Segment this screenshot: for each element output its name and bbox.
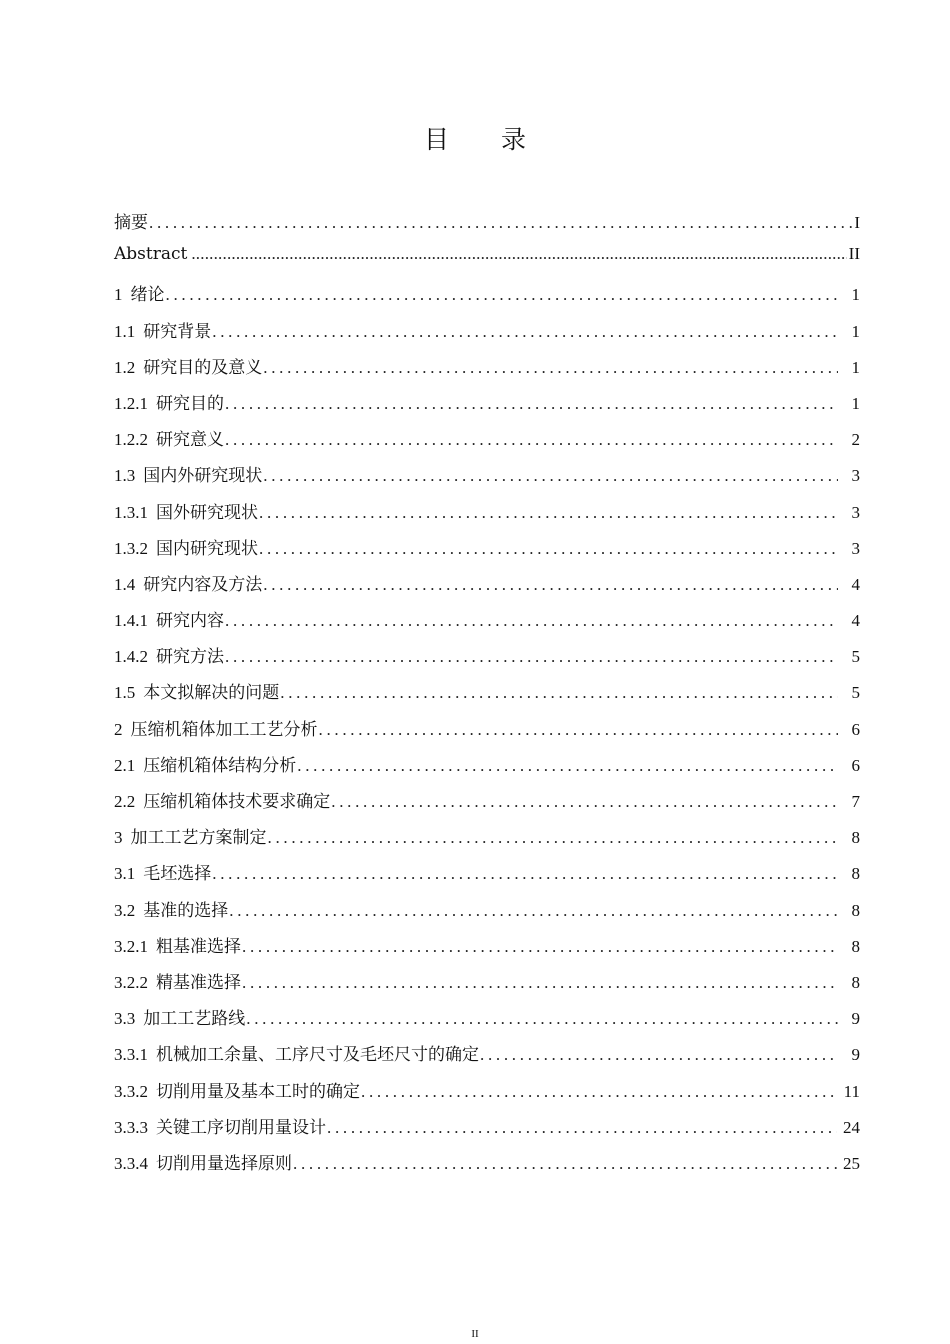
toc-entry-number: 3.3.2: [114, 1081, 148, 1101]
toc-entry-number: 3.3: [114, 1009, 136, 1029]
toc-entry-page: 8: [851, 828, 860, 848]
toc-entry-label: 粗基准选择: [156, 936, 241, 957]
dot-leader: [212, 864, 838, 884]
dot-leader: [268, 828, 839, 848]
toc-entry-page: 3: [851, 538, 860, 558]
toc-entry-page: 5: [851, 683, 860, 703]
toc-entry[interactable]: [114, 787, 860, 823]
toc-entry-number: 1.3.1: [114, 502, 148, 522]
toc-entry-label: 国内研究现状: [156, 538, 258, 559]
page-title: 目 录: [424, 125, 548, 154]
toc-entry-label: 加工工艺方案制定: [130, 828, 267, 849]
toc-entry[interactable]: [114, 896, 860, 932]
toc-entry-page: 7: [851, 792, 860, 811]
dot-leader: [480, 1045, 838, 1065]
toc-entry-number: 1.5: [114, 683, 136, 703]
toc-entry-label: 研究内容及方法: [143, 574, 263, 595]
toc-entry-number: 3: [114, 828, 123, 848]
toc-entry-number: 3.3.3: [114, 1117, 148, 1137]
toc-entry-page: 6: [851, 755, 860, 775]
dot-leader: [263, 575, 838, 595]
toc-entry-number: 3.1: [114, 864, 136, 884]
toc-entry-page: 4: [851, 574, 860, 594]
toc-entry-label: 机械加工余量、工序尺寸及毛坯尺寸的确定: [156, 1045, 479, 1066]
dot-leader: [242, 937, 838, 957]
toc-entry-abstract-en[interactable]: [114, 244, 860, 280]
dot-leader: [263, 358, 838, 378]
toc-entry-label: 研究背景: [143, 321, 212, 342]
toc-entry-number: 1.2.1: [114, 393, 148, 413]
toc-entry-label: 绪论: [130, 285, 165, 306]
dot-leader: [319, 720, 839, 740]
toc-entry[interactable]: [114, 353, 860, 389]
toc-entry-label: Abstract: [114, 244, 188, 265]
toc-entry-page: 5: [851, 647, 860, 667]
toc-entry-number: 1.2.2: [114, 430, 148, 450]
dot-leader: [229, 901, 838, 921]
toc-entry-number: 1.1: [114, 321, 136, 341]
toc-entry[interactable]: [114, 1149, 860, 1185]
toc-entry-label: 国内外研究现状: [143, 466, 263, 487]
dot-leader: [246, 1009, 838, 1029]
toc-entry[interactable]: [114, 1004, 860, 1040]
toc-entry[interactable]: [114, 1077, 860, 1113]
toc-entry-number: 1.4: [114, 574, 136, 594]
toc-entry-label: 基准的选择: [143, 900, 229, 921]
toc-entry-label: 关键工序切削用量设计: [156, 1117, 326, 1138]
toc-entry[interactable]: [114, 317, 860, 353]
toc-entry[interactable]: [114, 425, 860, 461]
toc-entry[interactable]: [114, 1113, 860, 1149]
toc-entry-number: 3.3.4: [114, 1153, 148, 1173]
dot-leader: [225, 611, 838, 631]
toc-entry-label: 切削用量及基本工时的确定: [156, 1081, 360, 1102]
dot-leader: [166, 285, 839, 305]
toc-entry-page: 1: [851, 393, 860, 413]
toc-entry-page: 4: [851, 611, 860, 631]
toc-entry[interactable]: [114, 534, 860, 570]
toc-entry[interactable]: [114, 389, 860, 425]
toc-entry-label: 研究目的及意义: [143, 357, 263, 378]
dot-leader: [242, 973, 838, 993]
toc-entry-page: 1: [851, 357, 860, 377]
dot-leader: [212, 322, 838, 342]
toc-entry-page: 8: [851, 864, 860, 884]
dot-leader: [259, 539, 838, 559]
dot-leader: [361, 1082, 838, 1102]
toc-entry-label: 国外研究现状: [156, 502, 258, 523]
toc-entry-number: 2.2: [114, 792, 136, 811]
dot-leader: [225, 647, 838, 667]
toc-entry-number: 3.2: [114, 900, 136, 920]
toc-entry-number: 1.2: [114, 357, 136, 377]
toc-entry-page: II: [848, 244, 860, 264]
table-of-contents: [114, 208, 860, 1185]
toc-entry-number: 1.3: [114, 466, 136, 486]
toc-entry-label: 摘要: [114, 213, 148, 233]
toc-entry-number: 3.2.1: [114, 936, 148, 956]
toc-entry-page: 9: [851, 1009, 860, 1029]
toc-entry-number: 2: [114, 719, 123, 739]
toc-entry-page: 8: [851, 972, 860, 992]
footer-page-number: II: [471, 1328, 479, 1340]
toc-entry-label: 压缩机箱体加工工艺分析: [130, 719, 318, 740]
toc-entry-page: I: [854, 213, 860, 232]
toc-entry[interactable]: [114, 678, 860, 714]
toc-entry[interactable]: [114, 751, 860, 787]
dot-leader: [327, 1118, 837, 1138]
toc-entry-label: 研究内容: [156, 611, 224, 632]
toc-entry-label: 研究目的: [156, 393, 224, 414]
dot-leader: [225, 430, 838, 450]
toc-entry-page: 6: [851, 719, 860, 739]
toc-entry-label: 切削用量选择原则: [156, 1153, 292, 1174]
toc-entry-number: 3.2.2: [114, 972, 148, 992]
toc-entry-number: 2.1: [114, 755, 136, 775]
toc-entry-page: 2: [851, 430, 860, 450]
toc-entry[interactable]: [114, 498, 860, 534]
toc-entry-page: 9: [851, 1045, 860, 1065]
dot-leader: [331, 792, 838, 812]
toc-entry[interactable]: [114, 859, 860, 895]
dot-leader: [191, 244, 846, 264]
toc-entry-number: 1.3.2: [114, 538, 148, 558]
toc-entry-page: 3: [851, 502, 860, 522]
toc-entry[interactable]: [114, 932, 860, 968]
toc-entry[interactable]: [114, 1040, 860, 1076]
toc-entry-label: 本文拟解决的问题: [143, 683, 280, 704]
toc-entry-label: 压缩机箱体结构分析: [143, 755, 297, 776]
dot-leader: [280, 683, 838, 703]
toc-entry-label: 精基准选择: [156, 972, 241, 993]
toc-entry-number: 1: [114, 285, 123, 305]
toc-entry-page: 1: [851, 285, 860, 305]
toc-entry-abstract-cn[interactable]: [114, 208, 860, 244]
toc-entry-label: 研究方法: [156, 647, 224, 668]
toc-entry-label: 研究意义: [156, 430, 224, 451]
toc-entry-page: 25: [843, 1153, 860, 1173]
toc-entry-label: 加工工艺路线: [143, 1009, 246, 1030]
toc-entry-number: 1.4.2: [114, 647, 148, 667]
toc-entry[interactable]: [114, 715, 860, 751]
toc-entry[interactable]: [114, 606, 860, 642]
toc-entry-page: 11: [843, 1081, 860, 1101]
toc-entry-page: 3: [851, 466, 860, 486]
toc-entry[interactable]: [114, 968, 860, 1004]
toc-entry-number: 3.3.1: [114, 1045, 148, 1065]
toc-entry-page: 8: [851, 900, 860, 920]
dot-leader: [293, 1154, 837, 1174]
toc-entry-number: 1.4.1: [114, 611, 148, 631]
toc-entry-page: 1: [851, 321, 860, 341]
toc-entry[interactable]: [114, 642, 860, 678]
toc-entry-page: 24: [843, 1117, 860, 1137]
toc-entry[interactable]: [114, 280, 860, 316]
toc-entry[interactable]: [114, 461, 860, 497]
dot-leader: [225, 394, 838, 414]
dot-leader: [259, 503, 838, 523]
dot-leader: [297, 756, 838, 776]
toc-entry-page: 8: [851, 936, 860, 956]
toc-entry[interactable]: [114, 570, 860, 606]
toc-entry[interactable]: [114, 823, 860, 859]
dot-leader: [149, 213, 852, 233]
dot-leader: [263, 466, 838, 486]
toc-entry-label: 毛坯选择: [143, 864, 212, 885]
toc-entry-label: 压缩机箱体技术要求确定: [143, 792, 331, 812]
